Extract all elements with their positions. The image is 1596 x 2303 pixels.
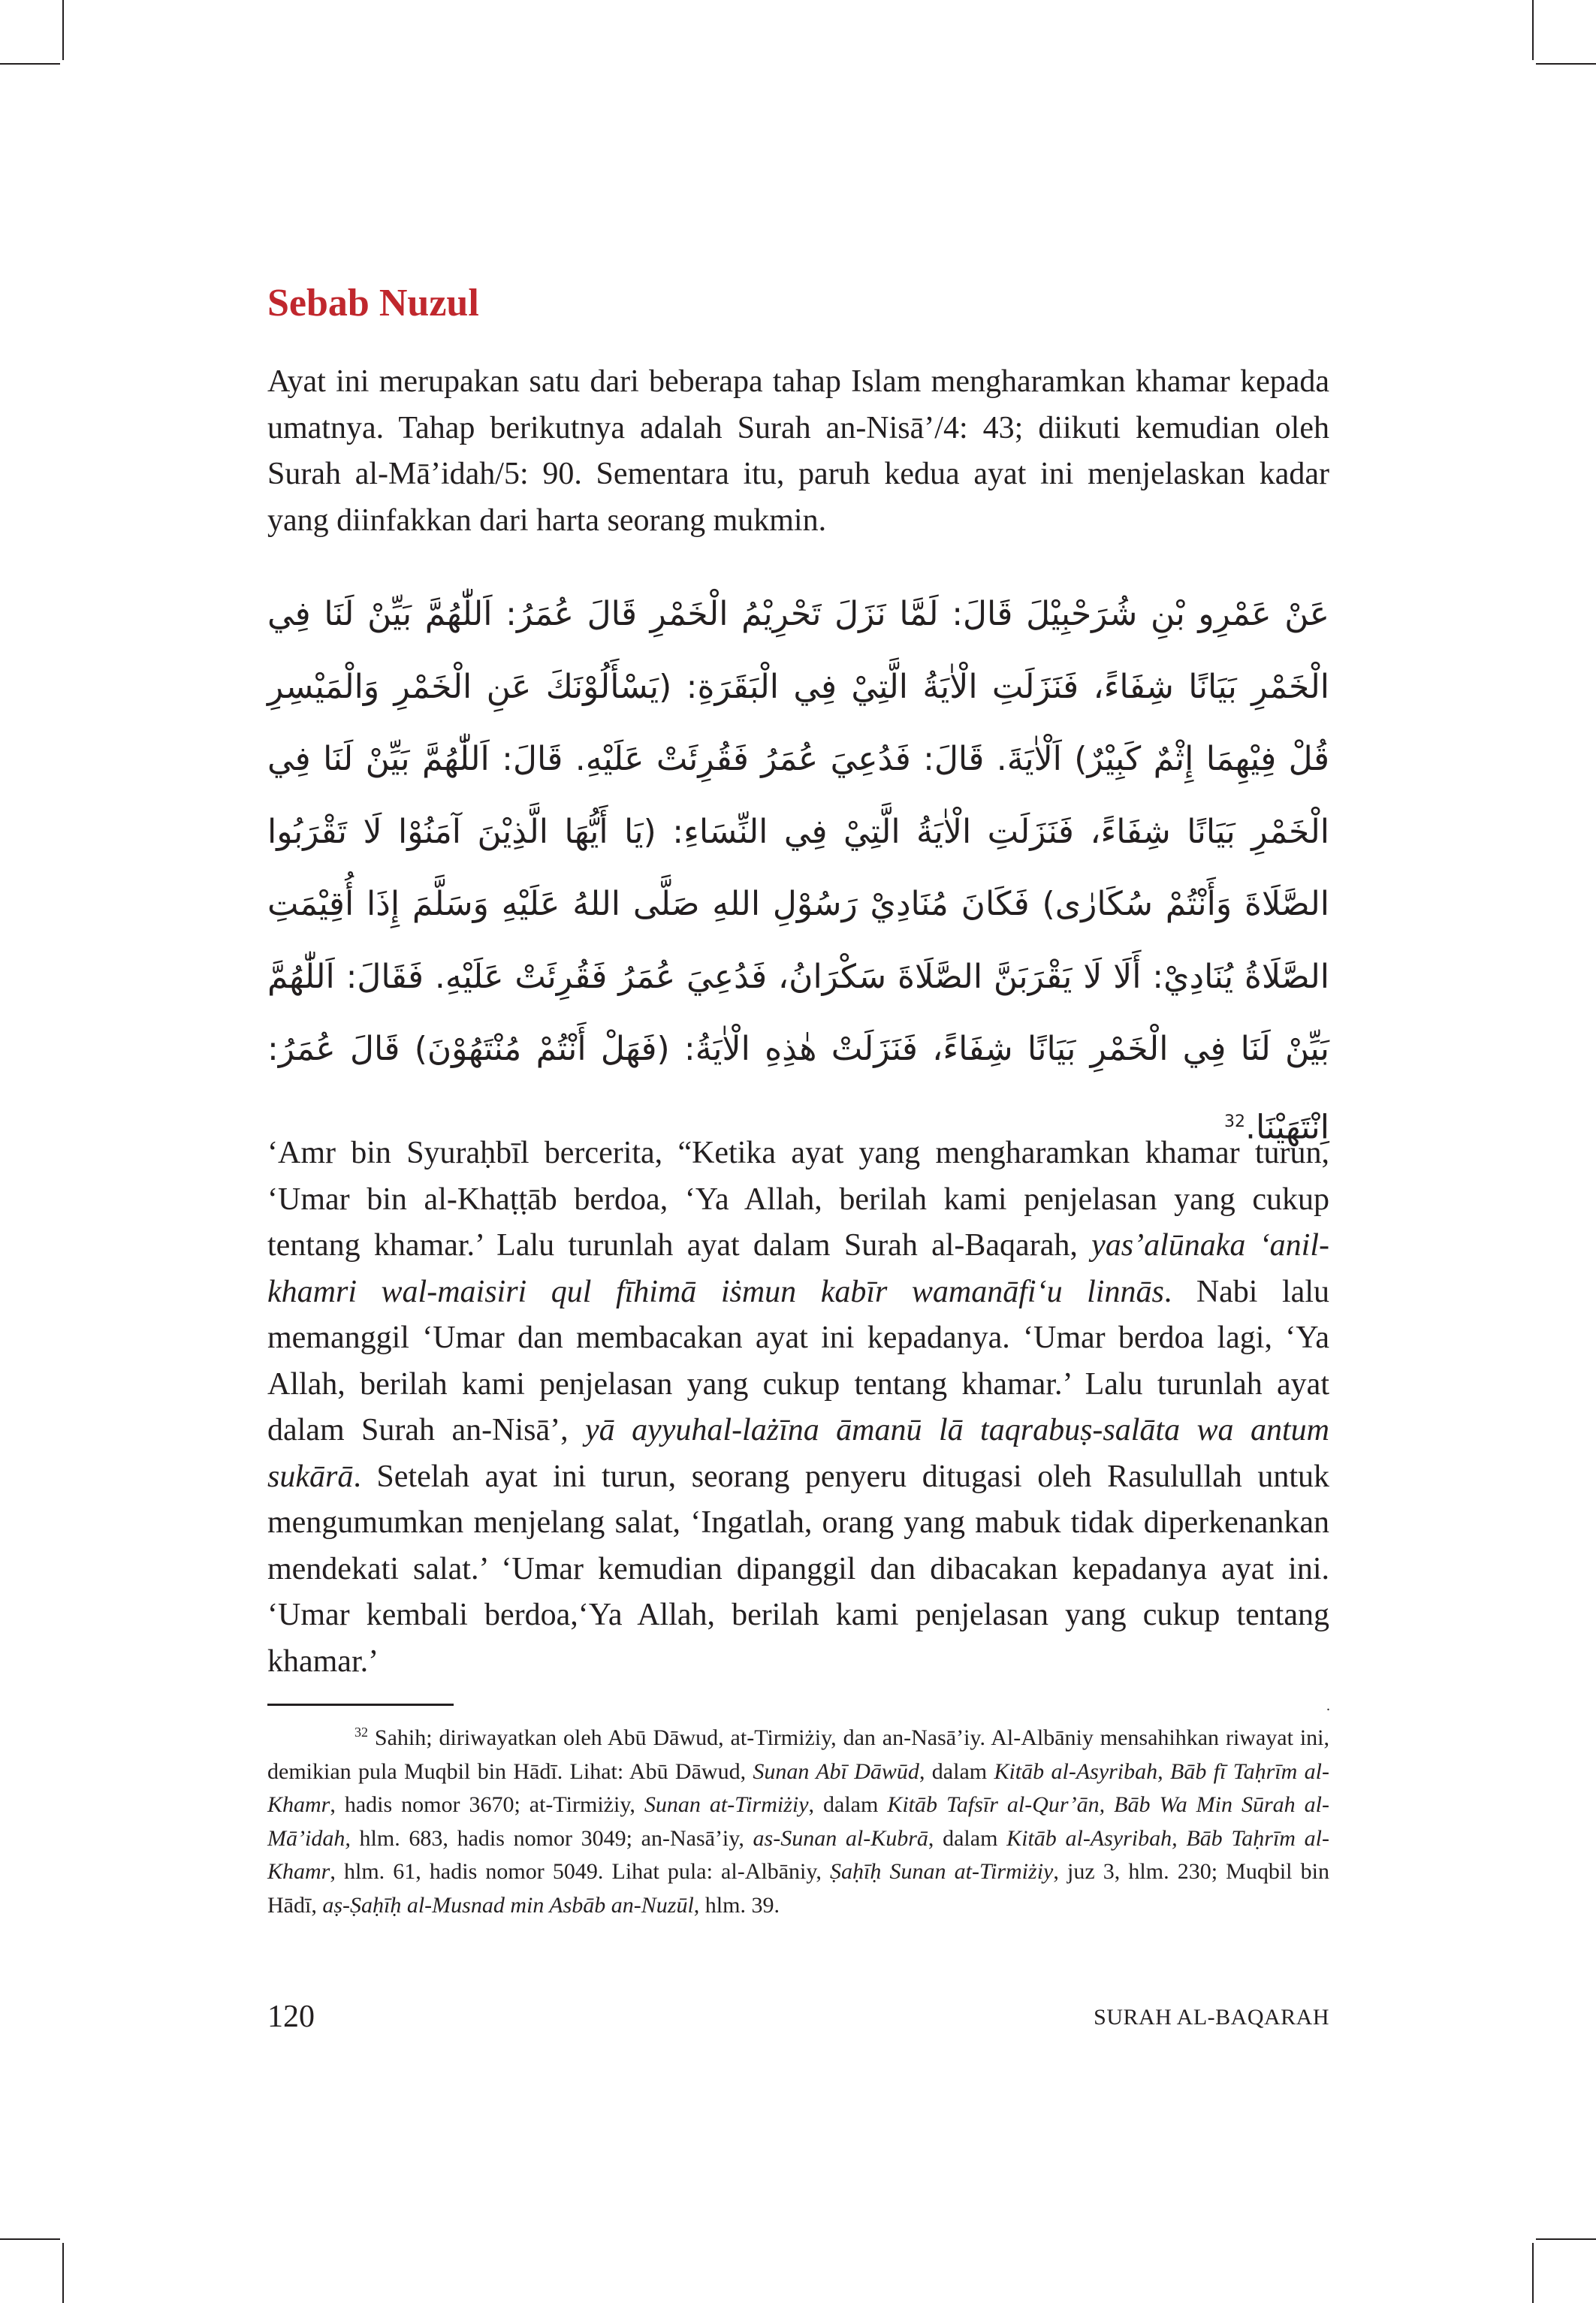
footnote-text: , dalam	[808, 1792, 888, 1817]
crop-mark	[1536, 63, 1596, 65]
footnote-text: , hadis nomor 3670; at-Tirmiżiy,	[330, 1792, 644, 1817]
footnote-citation: Kitāb al-Asyribah, Bāb Taḥrīm al-Khamr	[267, 1825, 1329, 1884]
translation-paragraph	[267, 1130, 1329, 1685]
crop-mark	[62, 2243, 64, 2303]
footnote	[267, 1716, 1329, 1922]
footnote-citation: Sunan Abī Dāwūd	[753, 1758, 919, 1784]
footnote-number: 32	[354, 1725, 368, 1740]
crop-mark	[1532, 2243, 1534, 2303]
footnote-divider	[267, 1704, 454, 1706]
translation-text: . Setelah ayat ini turun, seorang penyeru ditugasi oleh Rasulullah untuk mengumumkan menjelang salat, ‘Ingatlah, orang yang mabuk tidak diperkenankan mendekati salat.’ ‘Umar kemudian dipanggil dan dibacakan kepadanya ayat ini. ‘Umar kembali berdoa,‘Ya Allah, berilah kami penjelasan yang cukup tentang khamar.’	[267, 1459, 1329, 1679]
intro-paragraph: Ayat ini merupakan satu dari beberapa tahap Islam mengharamkan khamar kepada umatnya. Tahap berikutnya adalah Surah an-Nisā’/4: 43; diikuti kemudian oleh Surah al-Mā’idah/5: 90. Sementara itu, paruh kedua ayat ini menjelaskan kadar yang diinfakkan dari harta seorang mukmin.	[267, 364, 1329, 538]
footnote-citation: Kitāb al-Asyribah, Bāb fī Taḥrīm al-Khamr	[267, 1758, 1329, 1817]
footnote-citation: Ṣaḥīḥ Sunan at-Tirmiżiy	[830, 1859, 1054, 1884]
crop-mark	[1532, 0, 1534, 60]
arabic-text: عَنْ عَمْرِو بْنِ شُرَحْبِيْلَ قَالَ: لَمَّا نَزَلَ تَحْرِيْمُ الْخَمْرِ قَالَ عُمَرُ: اَللّٰهُمَّ بَيِّنْ لَنَا فِي الْخَمْرِ بَيَانًا شِفَاءً، فَنَزَلَتِ الْاٰيَةُ الَّتِيْ فِي الْبَقَرَةِ: (يَسْأَلُوْنَكَ عَنِ الْخَمْرِ وَالْمَيْسِرِ قُلْ فِيْهِمَا إِثْمٌ كَبِيْرٌ) اَلْاٰيَةَ. قَالَ: فَدُعِيَ عُمَرُ فَقُرِئَتْ عَلَيْهِ. قَالَ: اَللّٰهُمَّ بَيِّنْ لَنَا فِي الْخَمْرِ بَيَانًا شِفَاءً، فَنَزَلَتِ الْاٰيَةُ الَّتِيْ فِي النِّسَاءِ: (يَا أَيُّهَا الَّذِيْنَ آمَنُوْا لَا تَقْرَبُوا الصَّلَاةَ وَأَنْتُمْ سُكَارٰى) فَكَانَ مُنَادِيْ رَسُوْلِ اللهِ صَلَّى اللهُ عَلَيْهِ وَسَلَّمَ إِذَا أُقِيْمَتِ الصَّلَاةُ يُنَادِيْ: أَلَا لَا يَقْرَبَنَّ الصَّلَاةَ سَكْرَانُ، فَدُعِيَ عُمَرُ فَقُرِئَتْ عَلَيْهِ. فَقَالَ: اَللّٰهُمَّ بَيِّنْ لَنَا فِي الْخَمْرِ بَيَانًا شِفَاءً، فَنَزَلَتْ هٰذِهِ الْاٰيَةُ: (فَهَلْ أَنْتُمْ مُنْتَهُوْنَ) قَالَ عُمَرُ: اِنْتَهَيْنَا.	[267, 595, 1329, 1147]
footnote-dot: .	[1326, 1698, 1330, 1714]
footnote-text: hlm. 683, hadis nomor 3049; an-Nasā’iy,	[350, 1825, 753, 1851]
translation-text: ‘Amr bin Syuraḥbīl bercerita, “Ketika ayat yang mengharamkan khamar turun, ‘Umar bin al-Khaṭṭāb berdoa, ‘Ya Allah, berilah kami penjelasan yang cukup tentang khamar.’ Lalu turunlah ayat dalam Surah al-Baqarah,	[267, 1136, 1329, 1263]
footnote-text: , juz 3, hlm. 230; Muqbil bin Hādī,	[267, 1859, 1329, 1918]
crop-mark	[0, 63, 60, 65]
footnote-marker[interactable]: 32	[1224, 1112, 1246, 1131]
page-number: 120	[267, 2000, 315, 2034]
footnote-text: Sahih; diriwayatkan oleh Abū Dāwud, at-Tirmiżiy, dan an-Nasā’iy. Al-Albāniy mensahihkan riwayat ini, demikian pula Muqbil bin Hādī. Lihat: Abū Dāwud,	[267, 1725, 1329, 1784]
footnote-text: , hlm. 39.	[693, 1892, 780, 1918]
transliteration-baqarah: yas’alūnaka ‘anil-khamri wal-maisiri qul fīhimā iṡmun kabīr wamanāfi‘u linnās	[267, 1228, 1330, 1309]
crop-mark	[62, 0, 64, 60]
footnote-text: , dalam	[928, 1825, 1007, 1851]
footnote-citation: Kitāb Tafsīr al-Qur’ān, Bāb Wa Min Sūrah al-Mā’idah,	[267, 1792, 1329, 1851]
arabic-hadith-text	[267, 578, 1329, 1164]
footnote-citation: as-Sunan al-Kubrā	[753, 1825, 928, 1851]
crop-mark	[0, 2238, 60, 2240]
transliteration-nisa: yā ayyuhal-lażīna āmanū lā taqrabuṣ-salāta wa antum sukārā	[267, 1413, 1329, 1494]
footnote-citation: Sunan at-Tirmiżiy	[644, 1792, 809, 1817]
footnote-citation: aṣ-Ṣaḥīḥ al-Musnad min Asbāb an-Nuzūl	[322, 1892, 694, 1918]
running-head: SURAH AL-BAQARAH	[1094, 2005, 1329, 2030]
translation-text: . Nabi lalu memanggil ‘Umar dan membacakan ayat ini kepadanya. ‘Umar berdoa lagi, ‘Ya Allah, berilah kami penjelasan yang cukup tentang khamar.’ Lalu turunlah ayat dalam Surah an-Nisā’,	[267, 1274, 1329, 1447]
section-heading: Sebab Nuzul	[267, 282, 479, 324]
footnote-text: , hlm. 61, hadis nomor 5049. Lihat pula: al-Albāniy,	[330, 1859, 831, 1884]
footnote-text: , dalam	[919, 1758, 994, 1784]
crop-mark	[1536, 2238, 1596, 2240]
